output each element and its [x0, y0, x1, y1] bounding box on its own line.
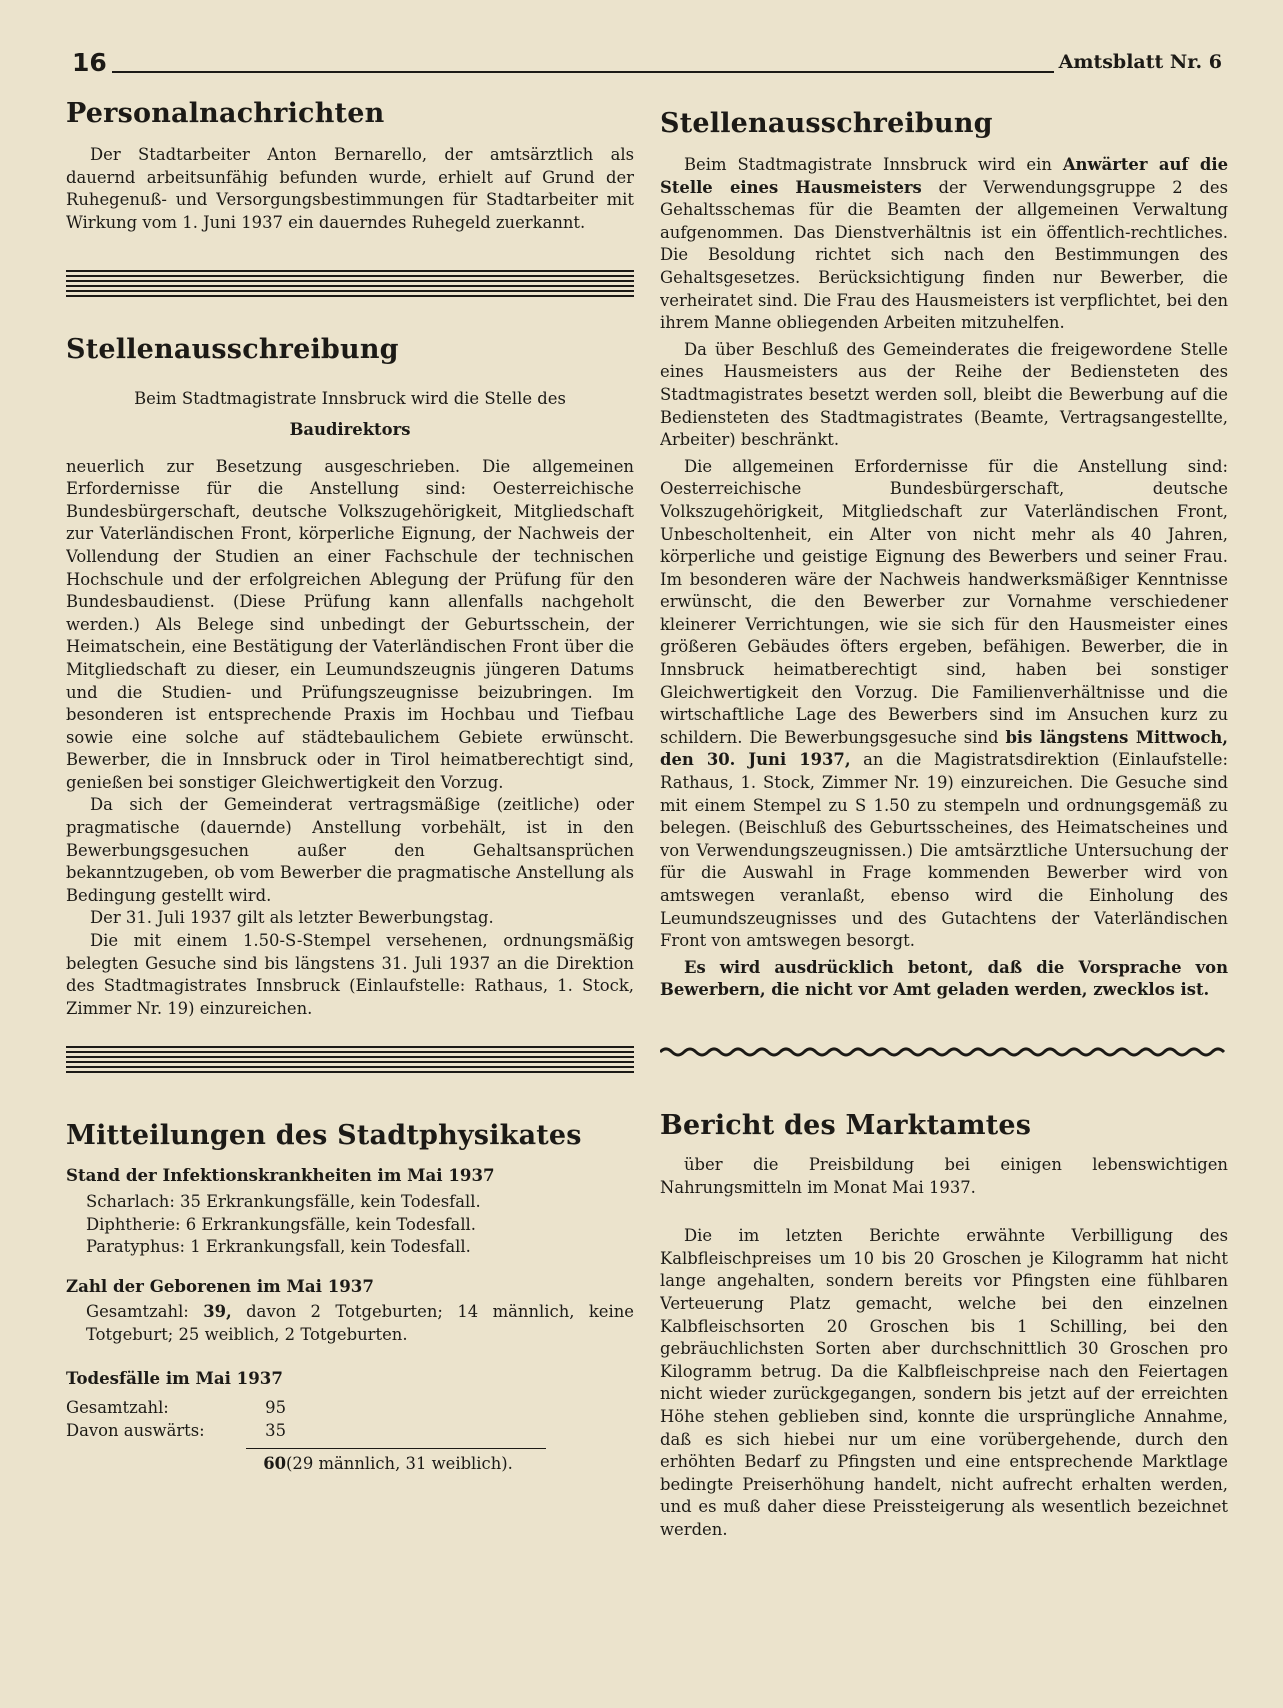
deaths-away-row: [66, 1420, 634, 1443]
births-details: davon 2 Totgeburten; 14 männlich, keine Totgeburt; 25 weiblich, 2 Totgeburten.: [86, 1302, 634, 1344]
infection-heading: Stand der Infektionskrankheiten im Mai 1937: [66, 1165, 495, 1186]
deaths-away-value: 35: [265, 1420, 286, 1440]
deaths-net-value: 60: [263, 1454, 286, 1474]
hausmeister-notice: Es wird ausdrücklich betont, daß die Vorsprache von Bewerbern, die nicht vor Amt geladen werden, zwecklos ist.: [660, 957, 1228, 1000]
hausmeister-paragraph-1: [660, 154, 1228, 335]
deaths-total-value: 95: [265, 1398, 286, 1418]
hausmeister-text-a: Beim Stadtmagistrate Innsbruck wird ein: [684, 155, 1063, 174]
section-title-markt: Bericht des Marktamtes: [660, 1109, 1032, 1141]
page-number: 16: [72, 48, 107, 77]
stellen-paragraph-2: Da sich der Gemeinderat vertragsmäßige (zeitliche) oder pragmatische (dauernde) Anstellung vorbehält, ist in den Bewerbungsgesuchen außer den Gehaltsansprüchen bekanntzugeben, ob vom Bewerber die pragmatische Anstellung als Bedingung gestellt wird.: [66, 795, 634, 905]
infection-line: Paratyphus: 1 Erkrankungsfall, kein Todesfall.: [86, 1237, 471, 1257]
infection-list: [66, 1191, 634, 1259]
right-column: [660, 92, 1228, 1652]
journal-title: Amtsblatt Nr. 6: [1058, 51, 1222, 73]
infection-line: Diphtherie: 6 Erkrankungsfälle, kein Todesfall.: [86, 1214, 477, 1234]
markt-intro: über die Preisbildung bei einigen lebenswichtigen Nahrungsmitteln im Monat Mai 1937.: [660, 1154, 1228, 1197]
deaths-total-row: [66, 1397, 634, 1420]
section-title-personal: Personalnachrichten: [66, 98, 385, 129]
deaths-away-label: Davon auswärts:: [66, 1420, 205, 1440]
separator-bars: [66, 270, 634, 298]
section-title-stellen: Stellenausschreibung: [66, 334, 399, 366]
stellen-paragraph-4: Die mit einem 1.50-S-Stempel versehenen, ordnungsmäßig belegten Gesuche sind bis längstens 31. Juli 1937 an die Direktion des Stadtmagistrates Innsbruck (Einlaufstelle: Rathaus, 1. Stock, Zimmer Nr. 19) einzureichen.: [66, 931, 634, 1018]
hausmeister-paragraph-2: Da über Beschluß des Gemeinderates die freigewordene Stelle eines Hausmeisters aus der Reihe der Bediensteten des Stadtmagistrates besetzt werden soll, bleibt die Bewerbung auf die Bediensteten des Stadtmagistrates (Beamte, Vertragsangestellte, Arbeiter) beschränkt.: [660, 339, 1228, 450]
hausmeister-position: Anwärter auf die Stelle eines Hausmeisters: [660, 155, 1228, 197]
stellen-position: Baudirektors: [289, 419, 411, 439]
section-title-stellen-2: Stellenausschreibung: [660, 108, 993, 139]
hausmeister-paragraph-3: [660, 456, 1228, 953]
births-text: [66, 1301, 634, 1346]
stellen-intro: Beim Stadtmagistrate Innsbruck wird die Stelle des: [134, 389, 566, 409]
separator-bars: [66, 1046, 634, 1074]
section-title-physikat: Mitteilungen des Stadtphysikates: [66, 1120, 582, 1152]
markt-paragraph: Die im letzten Berichte erwähnte Verbilligung des Kalbfleischpreises um 10 bis 20 Groschen je Kilogramm hat nicht lange angehalten, sondern bereits vor Pfingsten eine fühlbaren Verteuerung Platz gemacht, welche bei den einzelnen Kalbfleischsorten 20 Groschen bis 1 Schilling, bei den gebräuchlichsten Sorten aber durchschnittlich 30 Groschen pro Kilogramm betrug. Da die Kalbfleischpreise nach den Feiertagen nicht wieder zurückgegangen, sondern bis jetzt auf der erreichten Höhe stehen geblieben sind, konnte die ursprüngliche Annahme, daß es sich hiebei nur um eine vorübergehende, durch den erhöhten Bedarf zu Pfingsten und eine entsprechende Marktlage bedingte Preiserhöhung handelt, nicht aufrecht erhalten werden, und es muß daher diese Preissteigerung als wesentlich bezeichnet werden.: [660, 1226, 1228, 1539]
deaths-total-label: Gesamtzahl:: [66, 1398, 169, 1418]
deaths-net-text: (29 männlich, 31 weiblich).: [286, 1454, 513, 1474]
sum-rule: [246, 1448, 546, 1449]
stellen-paragraph-1: neuerlich zur Besetzung ausgeschrieben. Die allgemeinen Erfordernisse für die Anstellung sind: Oesterreichische Bundesbürgerschaft, deutsche Volkszugehörigkeit, Mitgliedschaft zur Vaterländischen Front, körperliche Eignung, der Nachweis der Vollendung der Studien an einer Fachschule der technischen Hochschule und der erfolgreichen Ablegung der Prüfung für den Bundesbaudienst. (Diese Prüfung kann allenfalls nachgeholt werden.) Als Belege sind unbedingt der Geburtsschein, der Heimatschein, eine Bestätigung der Vaterländischen Front über die Mitgliedschaft zu dieser, ein Leumundszeugnis jüngeren Datums und die Studien- und Prüfungszeugnisse beizubringen. Im besonderen ist entsprechende Praxis im Hochbau und Tiefbau sowie eine solche auf städtebaulichem Gebiete erwünscht. Bewerber, die in Innsbruck oder in Tirol heimatberechtigt sind, genießen bei sonstiger Gleichwertigkeit den Vorzug.: [66, 456, 634, 792]
left-column: [66, 92, 634, 1652]
hausmeister-text-3c: an die Magistratsdirektion (Einlaufstelle: Rathaus, 1. Stock, Zimmer Nr. 19) einzureichen. Die Gesuche sind mit einem Stempel zu S 1.50 zu stempeln und ordnungsgemäß zu belegen. (Beischluß des Geburtsscheines, des Heimatscheines und von Verwendungszeugnissen.) Die amtsärztliche Untersuchung der für die Auswahl in Frage kommenden Bewerber wird von amtswegen veranlaßt, ebenso wird die Einholung des Leumundszeugnisses und des Gutachtens der Vaterländischen Front von amtswegen besorgt.: [660, 750, 1228, 951]
births-heading: Zahl der Geborenen im Mai 1937: [66, 1275, 374, 1296]
infection-line: Scharlach: 35 Erkrankungsfälle, kein Todesfall.: [86, 1192, 481, 1211]
deaths-table: [66, 1397, 634, 1476]
personal-text: Der Stadtarbeiter Anton Bernarello, der amtsärztlich als dauernd arbeitsunfähig befunden wurde, erhielt auf Grund der Ruhegenuß- und Versorgungsbestimmungen für Stadtarbeiter mit Wirkung vom 1. Juni 1937 ein dauerndes Ruhegeld zuerkannt.: [66, 145, 634, 232]
hausmeister-text-c: der Verwendungsgruppe 2 des Gehaltsschemas für die Beamten der allgemeinen Verwaltung aufgenommen. Das Dienstverhältnis ist ein öffentlich-rechtliches. Die Besoldung richtet sich nach den Bestimmungen des Gehaltsgesetzes. Berücksichtigung finden nur Bewerber, die verheiratet sind. Die Frau des Hausmeisters ist verpflichtet, bei den ihrem Manne obliegenden Arbeiten mitzuhelfen.: [660, 177, 1228, 333]
hausmeister-text-3a: Die allgemeinen Erfordernisse für die Anstellung sind: Oesterreichische Bundesbürgerschaft, deutsche Volkszugehörigkeit, Mitgliedschaft zur Vaterländischen Front, Unbescholtenheit, ein Alter von nicht mehr als 40 Jahren, körperliche und geistige Eignung des Bewerbers und seiner Frau. Im besonderen wäre der Nachweis handwerksmäßiger Kenntnisse erwünscht, die den Bewerber zur Vornahme verschiedener kleinerer Verrichtungen, wie sie sich für den Hausmeister eines größeren Gebäudes öfters ergeben, befähigen. Bewerber, die in Innsbruck heimatberechtigt sind, haben bei sonstiger Gleichwertigkeit den Vorzug. Die Familienverhältnisse und die wirtschaftliche Lage des Bewerbers sind im Ansuchen kurz zu schildern. Die Bewerbungsgesuche sind: [660, 456, 1228, 747]
hausmeister-deadline: bis längstens Mittwoch, den 30. Juni 1937,: [660, 727, 1228, 770]
wavy-separator: [660, 1042, 1228, 1062]
page-header: [72, 48, 1222, 88]
header-rule: [112, 71, 1054, 73]
births-label: Gesamtzahl:: [86, 1302, 204, 1322]
deaths-net-row: [66, 1453, 634, 1476]
births-total: 39,: [203, 1302, 232, 1322]
deaths-heading: Todesfälle im Mai 1937: [66, 1367, 283, 1388]
stellen-paragraph-3: Der 31. Juli 1937 gilt als letzter Bewerbungstag.: [90, 908, 494, 928]
